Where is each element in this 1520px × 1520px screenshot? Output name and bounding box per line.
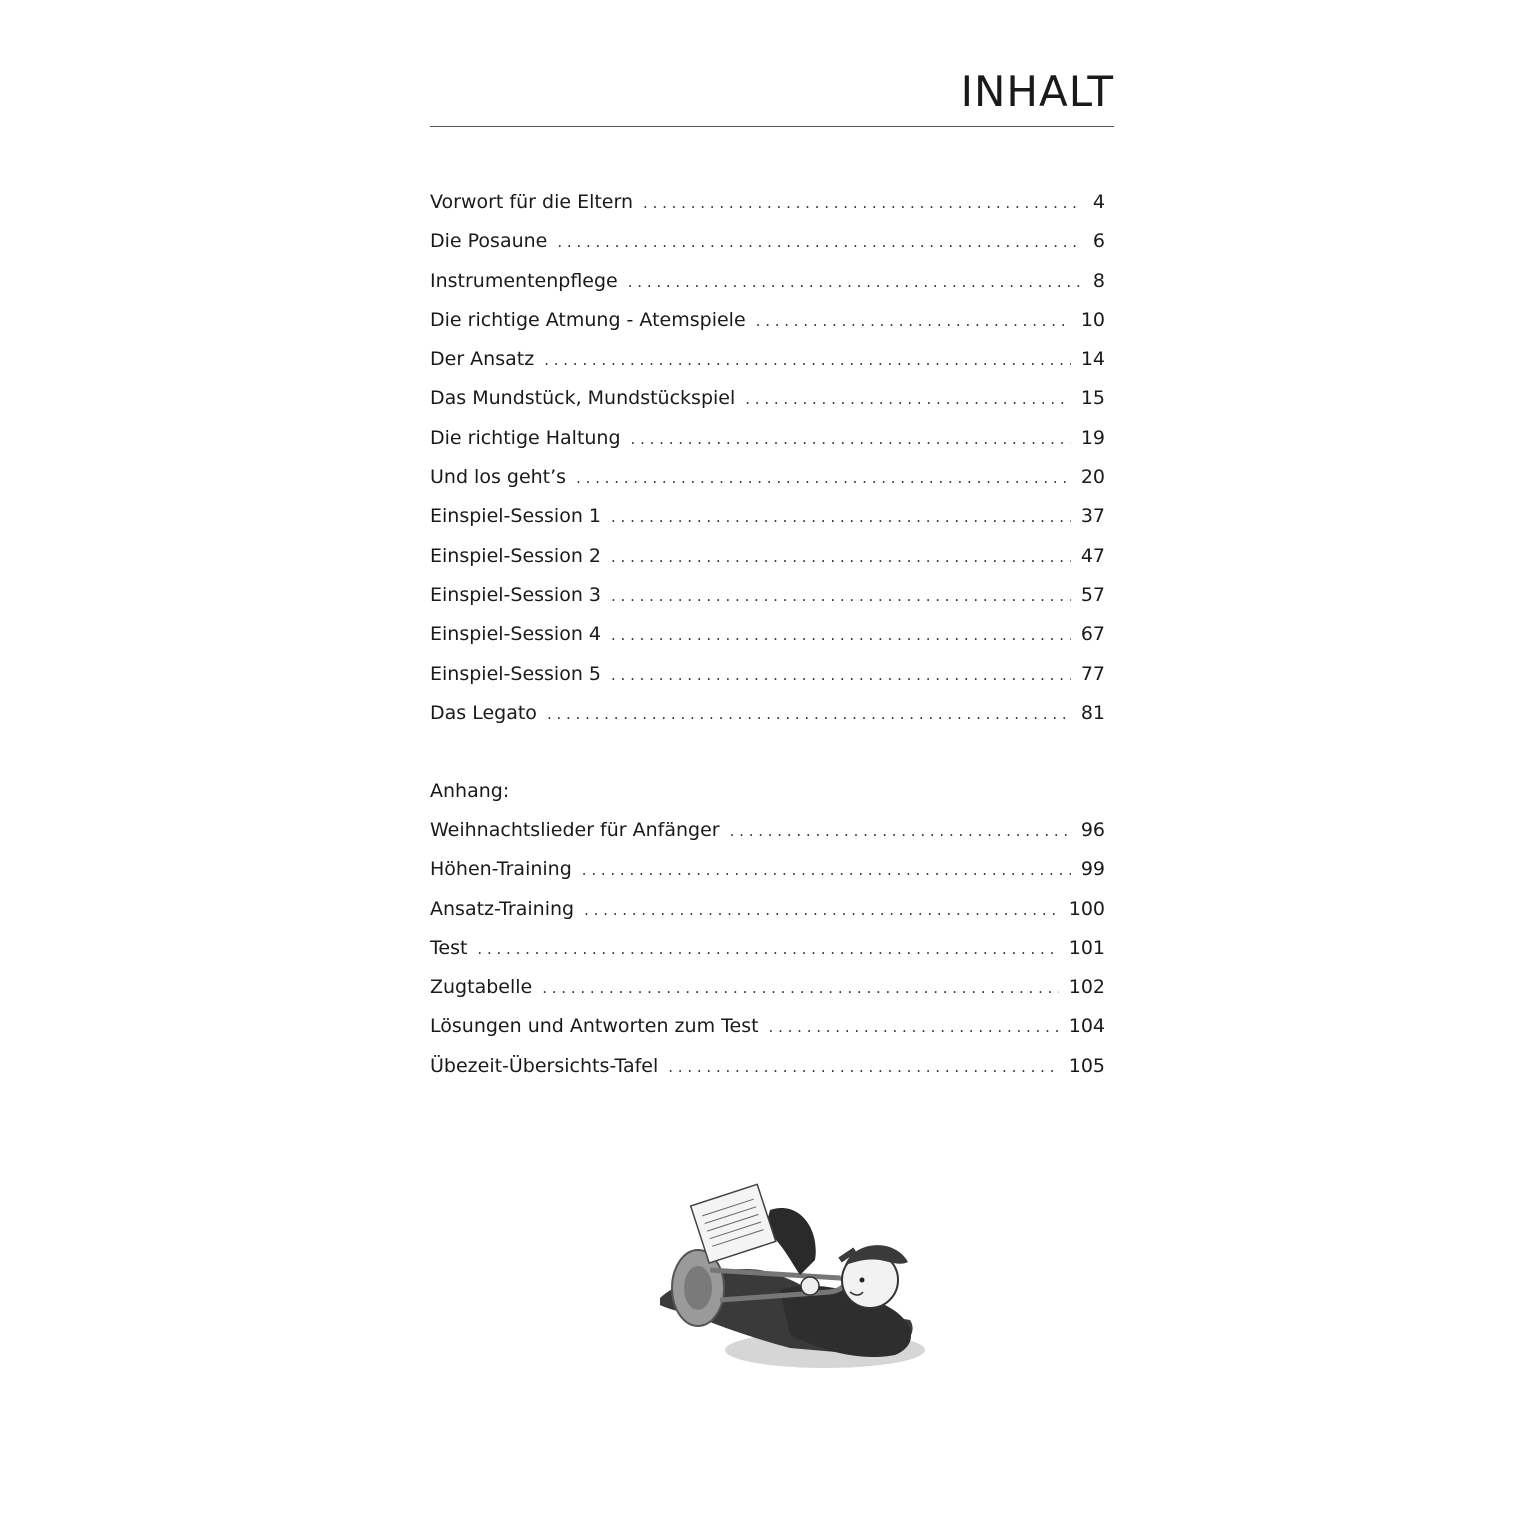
- toc-entry[interactable]: [430, 340, 1105, 379]
- dot-leader: [611, 656, 1071, 695]
- toc-entry[interactable]: [430, 811, 1105, 850]
- toc-entry-page: 57: [1080, 583, 1105, 606]
- toc-entry[interactable]: [430, 1047, 1105, 1086]
- dot-leader: [477, 930, 1058, 969]
- dot-leader: [544, 341, 1071, 380]
- toc-entry-title: Das Legato: [430, 701, 537, 724]
- toc-entry-page: 10: [1080, 308, 1105, 331]
- toc-entry-page: 96: [1080, 819, 1105, 841]
- dot-leader: [542, 969, 1059, 1008]
- toc-entry-page: 67: [1080, 623, 1105, 646]
- toc-entry-title: Der Ansatz: [430, 348, 535, 371]
- toc-entry-title: Einspiel-Session 5: [430, 662, 602, 685]
- toc-entry-page: 20: [1080, 466, 1105, 489]
- page-title: INHALT: [960, 67, 1114, 116]
- dot-leader: [582, 851, 1071, 890]
- toc-entry-title: Das Mundstück, Mundstückspiel: [430, 387, 736, 410]
- toc-entry[interactable]: [430, 890, 1105, 929]
- dot-leader: [611, 538, 1071, 577]
- toc-entry-page: 99: [1080, 858, 1105, 881]
- toc-entry[interactable]: [430, 615, 1105, 654]
- toc-entry-page: 47: [1080, 544, 1105, 567]
- toc-entry-page: 102: [1068, 976, 1105, 999]
- dot-leader: [611, 498, 1071, 537]
- dot-leader: [584, 891, 1059, 930]
- toc-entry-title: Höhen-Training: [430, 858, 572, 881]
- toc-entry[interactable]: [430, 497, 1105, 536]
- toc-entry-title: Einspiel-Session 4: [430, 623, 602, 646]
- toc-entry[interactable]: [430, 850, 1105, 889]
- dot-leader: [631, 420, 1071, 459]
- dot-leader: [547, 695, 1071, 734]
- toc-entry-page: 100: [1068, 897, 1105, 920]
- toc-entry-title: Und los geht’s: [430, 466, 567, 489]
- toc-entry-title: Einspiel-Session 3: [430, 583, 602, 606]
- toc-entry-title: Vorwort für die Eltern: [430, 191, 634, 213]
- toc-entry-page: 105: [1068, 1054, 1105, 1077]
- table-of-contents: [430, 183, 1105, 733]
- dot-leader: [668, 1048, 1058, 1087]
- dot-leader: [628, 263, 1083, 302]
- toc-entry-title: Ansatz-Training: [430, 897, 575, 920]
- toc-entry[interactable]: [430, 968, 1105, 1007]
- toc-entry-page: 15: [1080, 387, 1105, 410]
- dot-leader: [576, 459, 1071, 498]
- toc-entry-title: Lösungen und Antworten zum Test: [430, 1015, 759, 1038]
- trombone-player-illustration: [650, 1170, 930, 1380]
- toc-entry-title: Einspiel-Session 2: [430, 544, 602, 567]
- toc-entry-page: 37: [1080, 505, 1105, 528]
- toc-entry[interactable]: [430, 929, 1105, 968]
- toc-entry-page: 101: [1068, 936, 1105, 959]
- toc-entry[interactable]: [430, 458, 1105, 497]
- toc-entry-page: 77: [1080, 662, 1105, 685]
- toc-entry-page: 19: [1080, 426, 1105, 449]
- appendix-heading: Anhang:: [430, 780, 510, 802]
- toc-entry-page: 81: [1080, 701, 1105, 724]
- dot-leader: [611, 616, 1071, 655]
- dot-leader: [756, 302, 1071, 341]
- toc-entry[interactable]: [430, 301, 1105, 340]
- toc-entry[interactable]: [430, 262, 1105, 301]
- toc-entry-title: Instrumentenpflege: [430, 269, 618, 292]
- toc-entry-title: Weihnachtslieder für Anfänger: [430, 819, 720, 841]
- toc-entry-title: Die richtige Haltung: [430, 426, 621, 449]
- toc-entry[interactable]: [430, 537, 1105, 576]
- toc-entry[interactable]: [430, 183, 1105, 222]
- dot-leader: [557, 223, 1083, 262]
- toc-entry-title: Einspiel-Session 1: [430, 505, 602, 528]
- toc-entry-page: 104: [1068, 1015, 1105, 1038]
- toc-entry-title: Zugtabelle: [430, 976, 533, 999]
- toc-entry-title: Test: [430, 936, 468, 959]
- toc-entry[interactable]: [430, 655, 1105, 694]
- toc-entry[interactable]: [430, 379, 1105, 418]
- toc-entry-page: 6: [1092, 230, 1105, 253]
- toc-entry[interactable]: [430, 222, 1105, 261]
- toc-entry[interactable]: [430, 419, 1105, 458]
- toc-entry-page: 4: [1092, 191, 1105, 213]
- dot-leader: [730, 812, 1071, 851]
- dot-leader: [769, 1008, 1059, 1047]
- dot-leader: [643, 184, 1083, 223]
- toc-entry[interactable]: [430, 576, 1105, 615]
- dot-leader: [611, 577, 1071, 616]
- toc-entry[interactable]: [430, 1007, 1105, 1046]
- toc-entry-page: 8: [1092, 269, 1105, 292]
- dot-leader: [745, 380, 1071, 419]
- appendix-list: [430, 811, 1105, 1086]
- toc-entry-page: 14: [1080, 348, 1105, 371]
- title-divider: [430, 126, 1114, 127]
- toc-entry-title: Die Posaune: [430, 230, 548, 253]
- toc-entry-title: Die richtige Atmung - Atemspiele: [430, 308, 746, 331]
- toc-entry-title: Übezeit-Übersichts-Tafel: [430, 1054, 659, 1077]
- toc-entry[interactable]: [430, 694, 1105, 733]
